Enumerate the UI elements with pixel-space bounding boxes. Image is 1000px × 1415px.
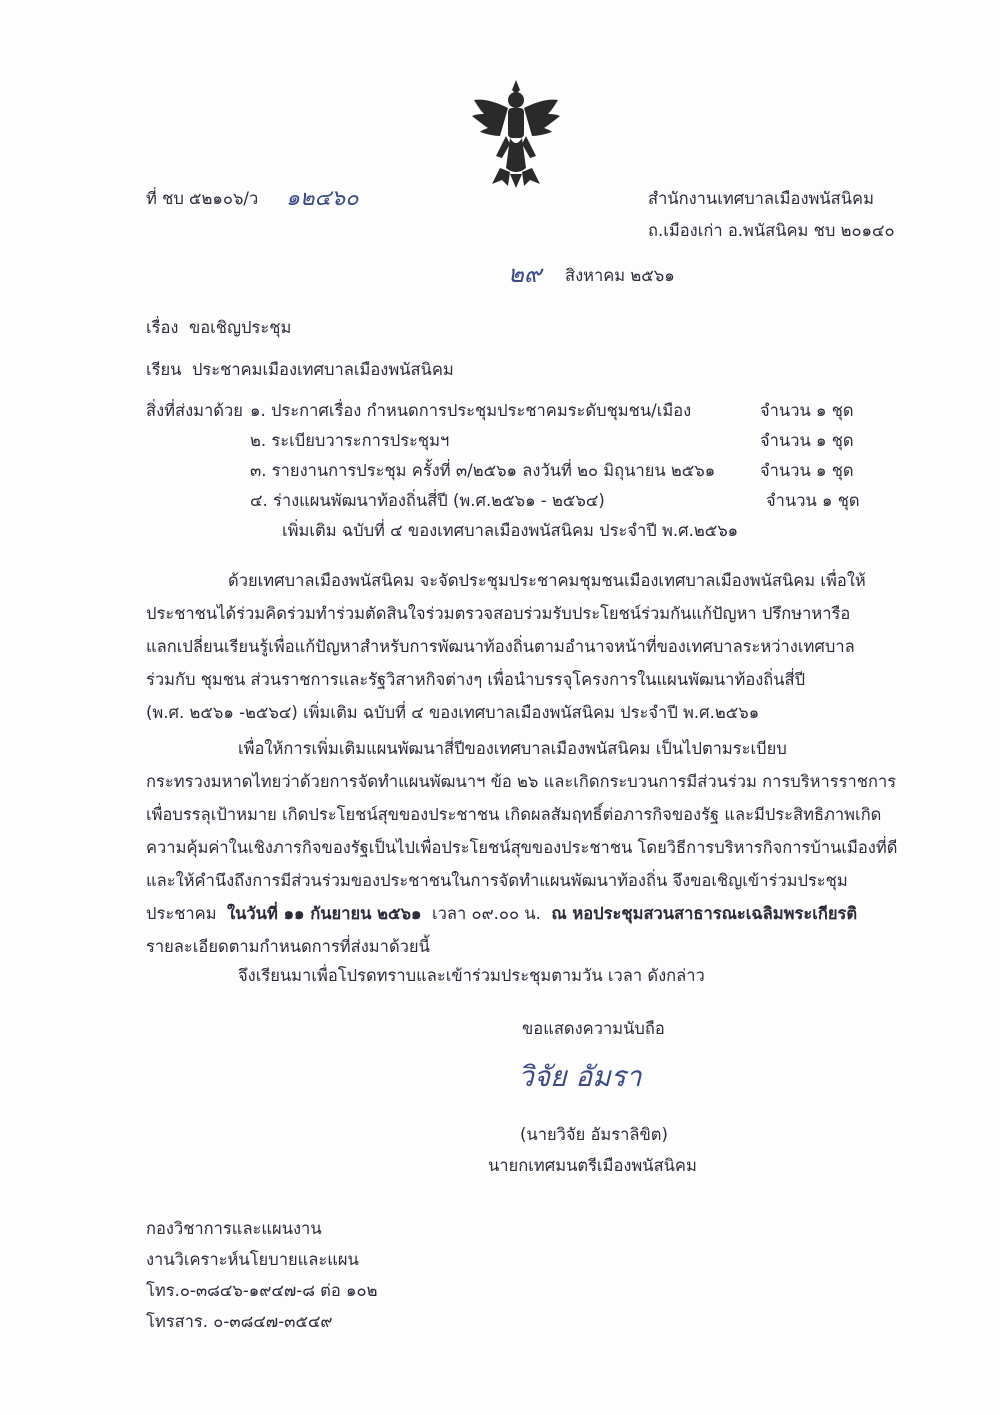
footer-fax: โทรสาร. ๐-๓๘๔๗-๓๕๔๙ [146, 1312, 333, 1331]
footer-telephone: โทร.๐-๓๘๔๖-๑๙๔๗-๘ ต่อ ๑๐๒ [146, 1281, 378, 1300]
enclosure-item-continuation: เพิ่มเติม ฉบับที่ ๔ ของเทศบาลเมืองพนัสนิคม ประจำปี พ.ศ.๒๕๖๑ [282, 521, 739, 540]
reference-number-handwritten: ๑๒๔๖๐ [286, 186, 359, 211]
enclosure-qty: จำนวน ๑ ชุด [766, 491, 860, 510]
enclosure-qty: จำนวน ๑ ชุด [760, 461, 854, 480]
footer-section: งานวิเคราะห์นโยบายและแผน [146, 1250, 359, 1269]
subject-label: เรื่อง [146, 318, 179, 337]
paragraph-line: รายละเอียดตามกำหนดการที่ส่งมาด้วยนี้ [146, 937, 430, 956]
reference-number: ที่ ชบ ๕๒๑๐๖/ว [146, 189, 259, 208]
enclosure-item: ๒. ระเบียบวาระการประชุมฯ [250, 431, 450, 450]
paragraph-line: เพื่อบรรลุเป้าหมาย เกิดประโยชน์สุขของประชาชน เกิดผลสัมฤทธิ์ต่อภารกิจของรัฐ และมีประสิทธิภาพเกิด [146, 805, 882, 824]
signer-title: นายกเทศมนตรีเมืองพนัสนิคม [488, 1156, 697, 1175]
paragraph-line: ความคุ้มค่าในเชิงภารกิจของรัฐเป็นไปเพื่อประโยชน์สุขของประชาชน โดยวิธีการบริหารกิจการบ้านเมืองที่ดี [146, 838, 898, 857]
enclosure-qty: จำนวน ๑ ชุด [760, 431, 854, 450]
enclosures-label: สิ่งที่ส่งมาด้วย [146, 401, 243, 420]
enclosure-item: ๓. รายงานการประชุม ครั้งที่ ๓/๒๕๖๑ ลงวันที่ ๒๐ มิถุนายน ๒๕๖๑ [250, 461, 716, 480]
paragraph-line: ร่วมกับ ชุมชน ส่วนราชการและรัฐวิสาหกิจต่างๆ เพื่อนำบรรจุโครงการในแผนพัฒนาท้องถิ่นสี่ปี [146, 670, 806, 689]
salutation: ขอแสดงความนับถือ [522, 1019, 665, 1038]
signature: วิจัย อัมรา [518, 1060, 642, 1093]
closing-line: จึงเรียนมาเพื่อโปรดทราบและเข้าร่วมประชุมตามวัน เวลา ดังกล่าว [238, 966, 705, 985]
garuda-emblem [470, 78, 562, 190]
to-text: ประชาคมเมืองเทศบาลเมืองพนัสนิคม [191, 360, 454, 379]
paragraph-line: และให้คำนึงถึงการมีส่วนร่วมของประชาชนในการจัดทำแผนพัฒนาท้องถิ่น จึงขอเชิญเข้าร่วมประชุม [146, 871, 848, 890]
office-address: ถ.เมืองเก่า อ.พนัสนิคม ชบ ๒๐๑๔๐ [648, 221, 895, 240]
to-label: เรียน [146, 360, 182, 379]
office-name: สำนักงานเทศบาลเมืองพนัสนิคม [648, 189, 874, 208]
enclosure-item: ๔. ร่างแผนพัฒนาท้องถิ่นสี่ปี (พ.ศ.๒๕๖๑ - ๒๕๖๔) [250, 491, 605, 510]
paragraph-line: ด้วยเทศบาลเมืองพนัสนิคม จะจัดประชุมประชาคมชุมชนเมืองเทศบาลเมืองพนัสนิคม เพื่อให้ [228, 571, 866, 590]
footer-department: กองวิชาการและแผนงาน [146, 1219, 322, 1238]
signer-name: (นายวิจัย อัมราลิขิต) [520, 1125, 668, 1144]
meeting-venue: ณ หอประชุมสวนสาธารณะเฉลิมพระเกียรติ [551, 904, 858, 923]
enclosure-qty: จำนวน ๑ ชุด [760, 401, 854, 420]
paragraph-line: ประชาชนได้ร่วมคิดร่วมทำร่วมตัดสินใจร่วมตรวจสอบร่วมรับประโยชน์ร่วมกันแก้ปัญหา ปรึกษาหารือ [146, 604, 851, 623]
paragraph-line-meeting-details [146, 901, 857, 927]
meeting-time: เวลา ๐๙.๐๐ น. [431, 904, 541, 923]
date-day-handwritten: ๒๙ [508, 260, 542, 288]
to-line [146, 357, 454, 383]
paragraph-line: เพื่อให้การเพิ่มเติมแผนพัฒนาสี่ปีของเทศบาลเมืองพนัสนิคม เป็นไปตามระเบียบ [238, 739, 787, 758]
paragraph-line: (พ.ศ. ๒๕๖๑ -๒๕๖๔) เพิ่มเติม ฉบับที่ ๔ ของเทศบาลเมืองพนัสนิคม ประจำปี พ.ศ.๒๕๖๑ [146, 703, 760, 722]
subject-line [146, 315, 291, 341]
enclosure-item: ๑. ประกาศเรื่อง กำหนดการประชุมประชาคมระดับชุมชน/เมือง [250, 401, 692, 420]
paragraph-line: กระทรวงมหาดไทยว่าด้วยการจัดทำแผนพัฒนาฯ ข้อ ๒๖ และเกิดกระบวนการมีส่วนร่วม การบริหารราชการ [146, 772, 897, 791]
subject-text: ขอเชิญประชุม [188, 318, 292, 337]
meeting-date: ในวันที่ ๑๑ กันยายน ๒๕๖๑ [227, 904, 422, 923]
meeting-pre: ประชาคม [146, 904, 217, 923]
date-month-year: สิงหาคม ๒๕๖๑ [565, 266, 675, 285]
paragraph-line: แลกเปลี่ยนเรียนรู้เพื่อแก้ปัญหาสำหรับการพัฒนาท้องถิ่นตามอำนาจหน้าที่ของเทศบาลระหว่างเทศบาล [146, 637, 855, 656]
